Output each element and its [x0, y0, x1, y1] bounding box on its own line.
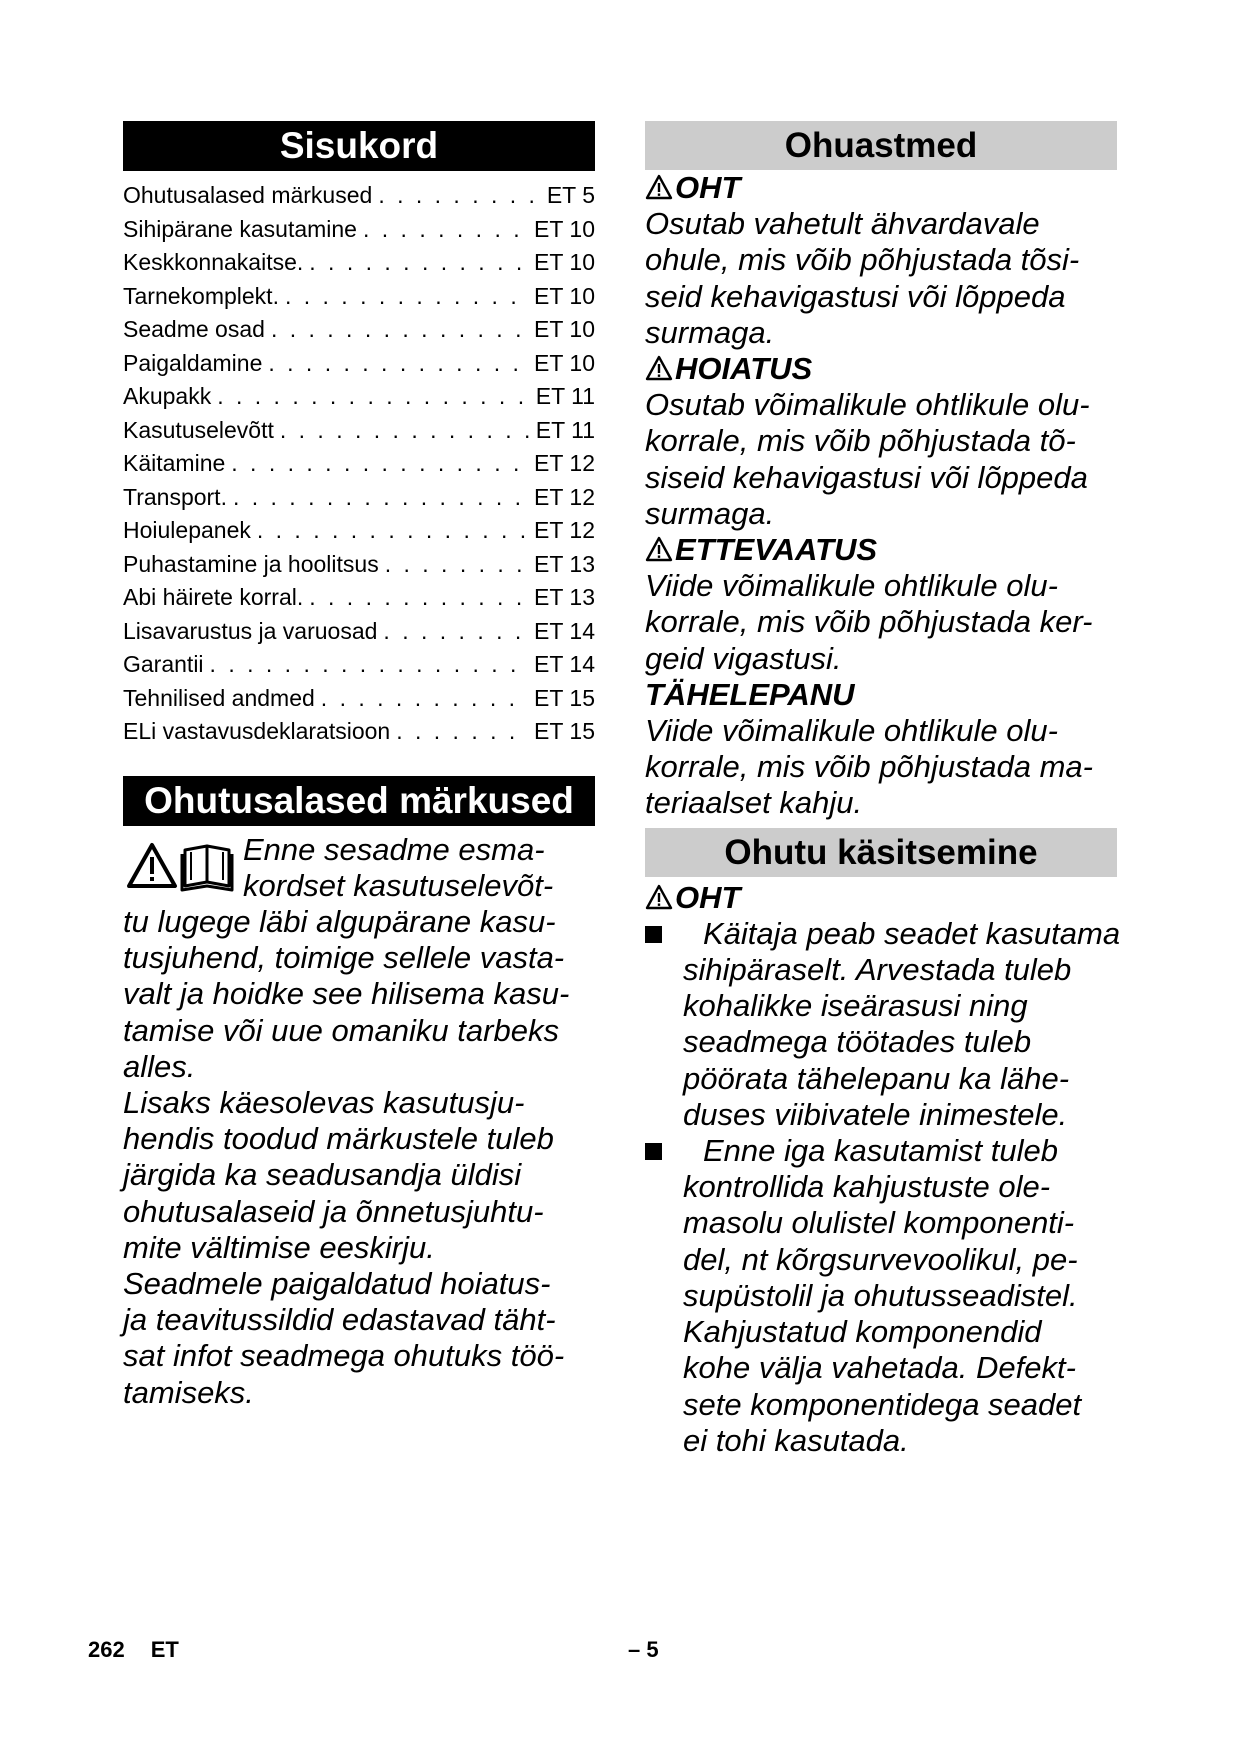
- hazard-description-line: Osutab vahetult ähvardavale: [645, 206, 1040, 242]
- hazard-description-line: Osutab võimalikule ohtlikule olu-: [645, 387, 1090, 423]
- safety-intro-line: tusjuhend, toimige sellele vasta-: [123, 940, 565, 976]
- safety-intro-line: tamise või uue omaniku tarbeks: [123, 1012, 559, 1048]
- list-item: [645, 916, 1135, 1133]
- toc-leader-dots: [378, 179, 541, 213]
- hazard-description-line: teriaalset kahju.: [645, 785, 863, 821]
- toc-entry: [123, 648, 595, 682]
- hazard-description-line: korrale, mis võib põhjustada tõ-: [645, 423, 1076, 459]
- hazard-level: [645, 170, 1135, 351]
- toc-entry-title: Keskkonnakaitse.: [123, 249, 304, 275]
- square-bullet-icon: [645, 1143, 662, 1160]
- list-item-line: Käitaja peab seadet kasutama: [703, 915, 1121, 951]
- toc-leader-dots: [271, 313, 528, 347]
- toc-entry-page: ET 15: [534, 718, 595, 744]
- language-code: ET: [150, 1637, 179, 1662]
- toc-entry-title: Puhastamine ja hoolitsus: [123, 550, 379, 577]
- list-item: [645, 1133, 1135, 1459]
- safety-intro-line: tamiseks.: [123, 1374, 254, 1410]
- toc-entry-page: ET 10: [534, 249, 595, 275]
- safety-intro-line: Seadmele paigaldatud hoiatus-: [123, 1265, 551, 1301]
- list-item-line: masolu olulistel komponenti-: [683, 1205, 1075, 1241]
- hazard-description-line: Viide võimalikule ohtlikule olu-: [645, 568, 1058, 604]
- toc-entry: [123, 514, 595, 548]
- toc-entry-page: ET 10: [534, 349, 595, 376]
- hazard-description-line: korrale, mis võib põhjustada ma-: [645, 749, 1093, 785]
- safety-intro-line: Lisaks käesolevas kasutusju-: [123, 1084, 525, 1120]
- table-of-contents: [123, 179, 595, 749]
- toc-leader-dots: [233, 481, 528, 515]
- hazard-description-line: Viide võimalikule ohtlikule olu-: [645, 713, 1058, 749]
- toc-leader-dots: [396, 715, 528, 749]
- hazard-label: [645, 532, 1135, 568]
- hazard-label: [645, 170, 1135, 206]
- safety-intro-line: ja teavitussildid edastavad täht-: [123, 1302, 556, 1338]
- toc-entry-title: Käitamine: [123, 450, 226, 476]
- toc-leader-dots: [309, 581, 528, 615]
- hazard-description-line: geid vigastusi.: [645, 640, 842, 676]
- safety-intro-line: kordset kasutuselevõt-: [243, 867, 554, 903]
- toc-entry: [123, 447, 595, 481]
- toc-entry-page: ET 14: [534, 651, 595, 677]
- hazard-label-text: ETTEVAATUS: [675, 532, 878, 568]
- toc-leader-dots: [268, 347, 528, 381]
- list-item-line: kontrollida kahjustuste ole-: [683, 1169, 1051, 1205]
- safety-intro-line: hendis toodud märkustele tuleb: [123, 1121, 554, 1157]
- toc-entry: [123, 481, 595, 515]
- hazard-label-text: TÄHELEPANU: [645, 676, 855, 712]
- toc-entry-page: ET 12: [534, 517, 595, 543]
- toc-entry-page: ET 10: [534, 215, 595, 242]
- hazard-description-line: korrale, mis võib põhjustada ker-: [645, 604, 1093, 640]
- hazard-heading: Ohuastmed: [645, 121, 1117, 170]
- footer-left: [88, 1637, 179, 1663]
- toc-leader-dots: [321, 682, 528, 716]
- toc-entry: [123, 548, 595, 582]
- list-item-line: del, nt kõrgsurvevoolikul, pe-: [683, 1241, 1078, 1277]
- safety-intro-line: alles.: [123, 1048, 196, 1084]
- left-column: [123, 121, 595, 1411]
- toc-entry-page: ET 11: [535, 416, 595, 443]
- toc-entry-title: ELi vastavusdeklaratsioon: [123, 718, 391, 744]
- toc-entry-title: Kasutuselevõtt: [123, 416, 274, 443]
- toc-entry-page: ET 5: [546, 182, 595, 208]
- list-item-line: sihipäraselt. Arvestada tuleb: [683, 952, 1072, 988]
- toc-entry-title: Paigaldamine: [123, 349, 263, 376]
- toc-leader-dots: [257, 514, 528, 548]
- safety-intro-line: järgida ka seadusandja üldisi: [123, 1157, 522, 1193]
- toc-entry: [123, 313, 595, 347]
- hazard-level: [645, 532, 1135, 677]
- toc-leader-dots: [363, 213, 528, 247]
- list-item-line: Enne iga kasutamist tuleb: [703, 1133, 1058, 1169]
- list-item-line: Kahjustatud komponendid: [683, 1314, 1042, 1350]
- hazard-level: [645, 351, 1135, 532]
- safety-intro-line: mite vältimise eeskirju.: [123, 1229, 435, 1265]
- hazard-description-line: surmaga.: [645, 314, 775, 350]
- open-book-icon: [182, 846, 232, 890]
- toc-entry-title: Abi häirete korral.: [123, 584, 304, 610]
- toc-entry-title: Akupakk: [123, 383, 212, 409]
- safety-intro-line: Enne sesadme esma-: [243, 831, 545, 867]
- list-item-line: duses viibivatele inimestele.: [683, 1096, 1068, 1132]
- hazard-description-line: seid kehavigastusi või lõppeda: [645, 278, 1066, 314]
- toc-entry-page: ET 13: [534, 584, 595, 610]
- list-item-line: sete komponentidega seadet: [683, 1386, 1082, 1422]
- list-item-line: supüstolil ja ohutusseadistel.: [683, 1277, 1078, 1313]
- toc-entry-title: Hoiulepanek: [123, 517, 251, 543]
- list-item-line: ei tohi kasutada.: [683, 1422, 909, 1458]
- safety-intro-text: [123, 832, 595, 1411]
- toc-entry-title: Ohutusalased märkused: [123, 182, 373, 208]
- hazard-description-line: ohule, mis võib põhjustada tõsi-: [645, 242, 1080, 278]
- hazard-description-line: surmaga.: [645, 495, 775, 531]
- handling-heading: Ohutu käsitsemine: [645, 828, 1117, 877]
- square-bullet-icon: [645, 926, 662, 943]
- handling-label-text: OHT: [675, 879, 741, 915]
- toc-entry-page: ET 14: [534, 617, 595, 644]
- warning-triangle-icon: [645, 174, 673, 200]
- safety-heading: Ohutusalased märkused: [123, 776, 595, 826]
- toc-leader-dots: [385, 548, 528, 582]
- toc-entry: [123, 246, 595, 280]
- toc-entry-title: Seadme osad: [123, 316, 265, 342]
- hazard-description-line: siseid kehavigastusi või lõppeda: [645, 459, 1088, 495]
- toc-entry: [123, 682, 595, 716]
- toc-entry-page: ET 15: [534, 684, 595, 711]
- toc-entry-page: ET 10: [534, 282, 595, 309]
- toc-leader-dots: [280, 414, 530, 448]
- toc-entry: [123, 615, 595, 649]
- safety-intro-line: tu lugege läbi algupärane kasu-: [123, 903, 556, 939]
- toc-entry-title: Garantii: [123, 651, 204, 677]
- hazard-level: [645, 677, 1135, 822]
- toc-entry: [123, 380, 595, 414]
- handling-bullets: [645, 916, 1135, 1459]
- list-item-line: kohe välja vahetada. Defekt-: [683, 1350, 1076, 1386]
- toc-entry: [123, 581, 595, 615]
- safety-intro: [123, 832, 595, 1411]
- toc-entry-page: ET 11: [535, 383, 595, 409]
- toc-entry-title: Sihipärane kasutamine: [123, 215, 357, 242]
- toc-heading: Sisukord: [123, 121, 595, 171]
- list-item-line: pöörata tähelepanu ka lähe-: [683, 1060, 1070, 1096]
- toc-leader-dots: [309, 246, 528, 280]
- hazard-label: [645, 677, 1135, 713]
- toc-entry: [123, 179, 595, 213]
- toc-entry-page: ET 13: [534, 550, 595, 577]
- toc-entry-page: ET 10: [534, 316, 595, 342]
- toc-entry-title: Tarnekomplekt.: [123, 282, 279, 309]
- toc-entry: [123, 213, 595, 247]
- hazard-label-text: OHT: [675, 170, 741, 205]
- warning-triangle-icon: [645, 536, 673, 562]
- safety-intro-line: sat infot seadmega ohutuks töö-: [123, 1338, 565, 1374]
- safety-intro-line: ohutusalaseid ja õnnetusjuhtu-: [123, 1193, 544, 1229]
- toc-entry-page: ET 12: [534, 450, 595, 476]
- hazard-label-text: HOIATUS: [675, 351, 813, 387]
- toc-entry-page: ET 12: [534, 483, 595, 510]
- warning-and-manual-icons: [127, 842, 237, 892]
- toc-entry-title: Transport.: [123, 483, 227, 510]
- section-page: – 5: [628, 1637, 659, 1662]
- hazard-label: [645, 351, 1135, 387]
- toc-leader-dots: [285, 280, 528, 314]
- handling-label: [645, 880, 1135, 916]
- toc-entry: [123, 414, 595, 448]
- safety-section: [123, 776, 595, 1411]
- warning-triangle-icon: [645, 355, 673, 381]
- toc-leader-dots: [210, 648, 529, 682]
- list-item-line: seadmega töötades tuleb: [683, 1024, 1032, 1060]
- toc-leader-dots: [217, 380, 530, 414]
- list-item-line: kohalikke iseärasusi ning: [683, 988, 1028, 1024]
- warning-triangle-icon: [127, 842, 237, 892]
- toc-leader-dots: [231, 447, 528, 481]
- toc-entry: [123, 280, 595, 314]
- page-number: 262: [88, 1637, 125, 1662]
- right-column: [645, 121, 1135, 1459]
- warning-triangle-icon: [645, 884, 673, 910]
- safety-intro-line: valt ja hoidke see hilisema kasu-: [123, 976, 570, 1012]
- toc-entry: [123, 715, 595, 749]
- toc-entry-title: Tehnilised andmed: [123, 684, 315, 711]
- toc-entry: [123, 347, 595, 381]
- toc-entry-title: Lisavarustus ja varuosad: [123, 617, 378, 644]
- toc-leader-dots: [383, 615, 528, 649]
- hazard-levels: [645, 170, 1135, 822]
